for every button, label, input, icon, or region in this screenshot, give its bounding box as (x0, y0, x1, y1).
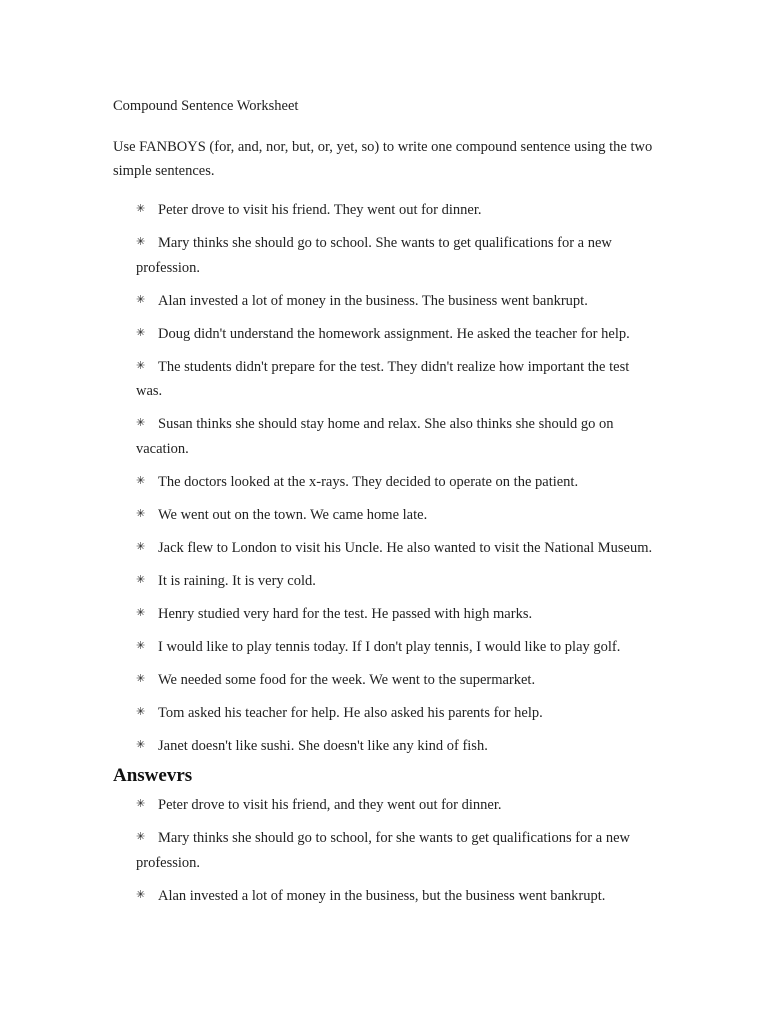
answer-text: Alan invested a lot of money in the business, but the business went bankrupt. (158, 887, 606, 904)
question-item (136, 535, 656, 561)
asterisk-bullet-icon: ✳ (136, 507, 146, 520)
question-item (136, 502, 656, 528)
asterisk-bullet-icon: ✳ (136, 798, 146, 810)
question-item (136, 321, 656, 347)
asterisk-bullet-icon: ✳ (136, 326, 146, 339)
asterisk-bullet-icon: ✳ (136, 359, 146, 372)
asterisk-bullet-icon: ✳ (136, 606, 146, 619)
question-item (136, 197, 656, 223)
answer-item (136, 792, 656, 818)
question-item (136, 733, 656, 759)
questions-list (136, 197, 656, 766)
asterisk-bullet-icon: ✳ (136, 573, 146, 586)
question-text: Susan thinks she should stay home and relax. She also thinks she should go on vacation. (136, 416, 614, 457)
answers-heading: Answevrs (113, 765, 193, 786)
answer-text: Peter drove to visit his friend, and they went out for dinner. (158, 797, 502, 813)
question-item (136, 469, 656, 495)
question-text: Henry studied very hard for the test. He passed with high marks. (158, 605, 533, 622)
question-text: Peter drove to visit his friend. They went out for dinner. (158, 202, 482, 218)
question-text: We went out on the town. We came home late. (158, 506, 428, 523)
asterisk-bullet-icon: ✳ (136, 417, 146, 429)
asterisk-bullet-icon: ✳ (136, 639, 146, 652)
question-item (136, 354, 656, 404)
asterisk-bullet-icon: ✳ (136, 236, 146, 248)
answer-item (136, 883, 656, 909)
instructions: Use FANBOYS (for, and, nor, but, or, yet, so) to write one compound sentence using the two simple sentences. (113, 139, 653, 179)
answer-text: Mary thinks she should go to school, for she wants to get qualifications for a new profession. (136, 830, 630, 871)
question-text: The doctors looked at the x-rays. They decided to operate on the patient. (158, 473, 579, 490)
asterisk-bullet-icon: ✳ (136, 672, 146, 685)
question-item (136, 568, 656, 594)
asterisk-bullet-icon: ✳ (136, 540, 146, 553)
asterisk-bullet-icon: ✳ (136, 293, 146, 306)
question-item (136, 601, 656, 627)
question-text: Alan invested a lot of money in the business. The business went bankrupt. (158, 292, 588, 309)
asterisk-bullet-icon: ✳ (136, 705, 146, 718)
question-text: It is raining. It is very cold. (158, 572, 316, 589)
question-item (136, 230, 656, 280)
asterisk-bullet-icon: ✳ (136, 474, 146, 487)
question-text: Tom asked his teacher for help. He also asked his parents for help. (158, 704, 543, 721)
question-text: Doug didn't understand the homework assignment. He asked the teacher for help. (158, 325, 630, 342)
asterisk-bullet-icon: ✳ (136, 203, 146, 215)
question-item (136, 667, 656, 693)
question-text: The students didn't prepare for the test. They didn't realize how important the test was. (136, 358, 630, 399)
question-text: We needed some food for the week. We went to the supermarket. (158, 671, 536, 688)
page-title: Compound Sentence Worksheet (113, 98, 299, 114)
question-text: Janet doesn't like sushi. She doesn't like any kind of fish. (158, 737, 488, 754)
asterisk-bullet-icon: ✳ (136, 888, 146, 901)
question-text: I would like to play tennis today. If I don't play tennis, I would like to play golf. (158, 638, 621, 655)
answers-list (136, 792, 656, 916)
question-text: Jack flew to London to visit his Uncle. He also wanted to visit the National Museum. (158, 539, 653, 556)
asterisk-bullet-icon: ✳ (136, 738, 146, 751)
question-item (136, 288, 656, 314)
question-item (136, 700, 656, 726)
question-item (136, 634, 656, 660)
question-text: Mary thinks she should go to school. She wants to get qualifications for a new profession. (136, 235, 612, 276)
answer-item (136, 825, 656, 875)
question-item (136, 411, 656, 461)
asterisk-bullet-icon: ✳ (136, 831, 146, 843)
